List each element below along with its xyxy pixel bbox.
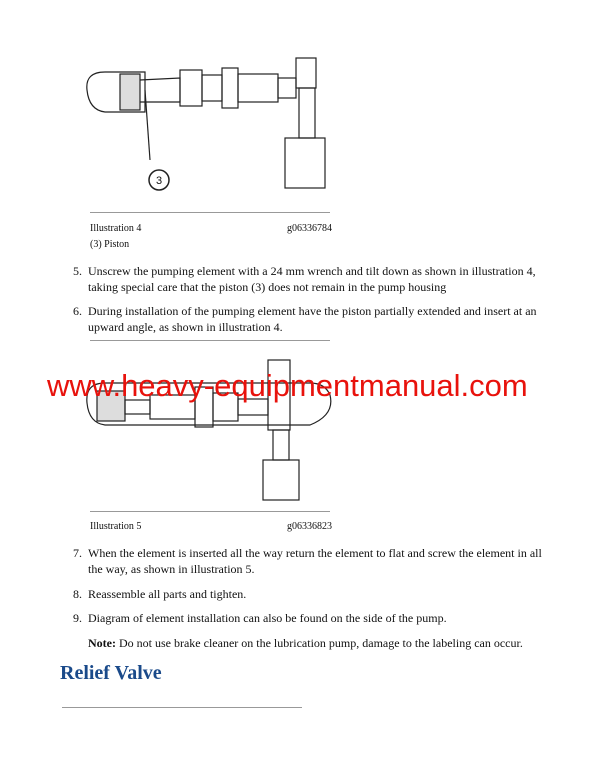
step-text: During installation of the pumping element have the piston partially extended and insert at an upward angle, as shown in illustration 4. <box>88 304 537 334</box>
step-number: 6. <box>73 304 82 318</box>
note <box>88 635 558 651</box>
callout-3: 3 <box>155 175 163 187</box>
illustration-4-code: g06336784 <box>287 223 332 234</box>
step-number: 8. <box>73 587 82 601</box>
step-number: 5. <box>73 264 82 278</box>
illustration-4-legend: (3) Piston <box>90 239 130 250</box>
section-heading: Relief Valve <box>60 662 162 684</box>
watermark: www.heavy-equipmentmanual.com <box>47 368 528 403</box>
step-text: Unscrew the pumping element with a 24 mm wrench and tilt down as shown in illustration 4, taking special care that the piston (3) does not remain in the pump housing <box>88 264 536 294</box>
illustration-4-caption: Illustration 4 <box>90 223 142 234</box>
step-text: When the element is inserted all the way return the element to flat and screw the element in all the way, as shown in illustration 5. <box>88 546 542 576</box>
illustration-5-caption: Illustration 5 <box>90 521 142 532</box>
note-label: Note: <box>88 636 116 650</box>
note-text: Do not use brake cleaner on the lubrication pump, damage to the labeling can occur. <box>115 636 523 650</box>
step-text: Reassemble all parts and tighten. <box>88 587 247 601</box>
step-number: 9. <box>73 611 82 625</box>
step-text: Diagram of element installation can also be found on the side of the pump. <box>88 611 447 625</box>
illustration-5-code: g06336823 <box>287 521 332 532</box>
illustration-4-pump-element-drawing <box>85 50 345 200</box>
step-number: 7. <box>73 546 82 560</box>
